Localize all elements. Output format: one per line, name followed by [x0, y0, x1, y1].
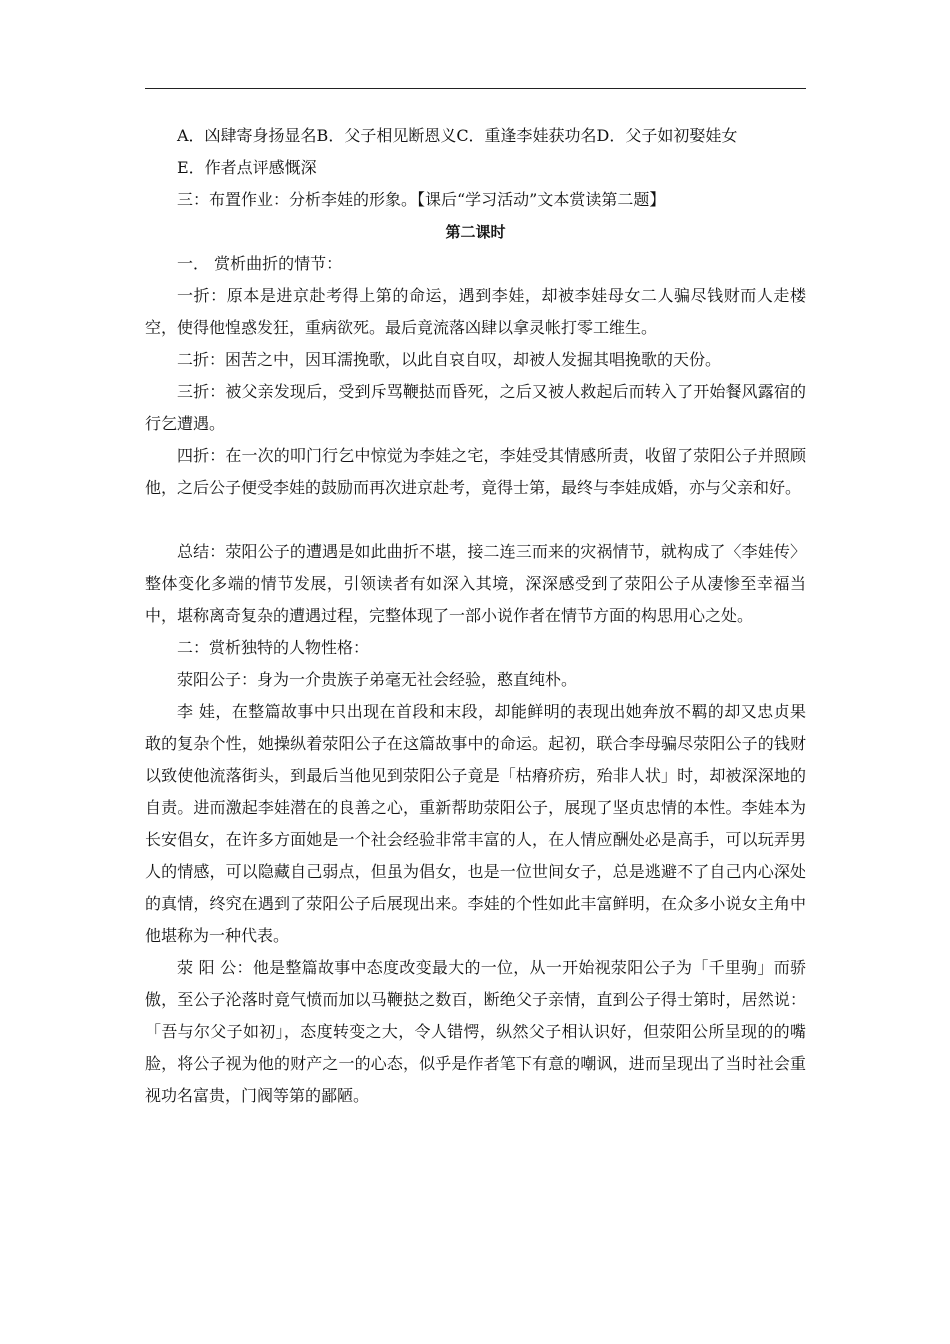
- options-line: A．凶肆寄身扬显名B．父子相见断恩义C．重逢李娃获功名D．父子如初娶娃女: [177, 126, 738, 145]
- heading-characters: 二：赏析独特的人物性格：: [177, 638, 370, 657]
- document-body: [145, 120, 806, 1112]
- plot-summary: 总结：荥阳公子的遭遇是如此曲折不堪，接二连三而来的灾祸情节，就构成了〈李娃传〉整体变化多端的情节发展，引领读者有如深入其境，深深感受到了荥阳公子从凄惨至幸福当中，堪称离奇复杂的遭遇过程，完整体现了一部小说作者在情节方面的构思用心之处。: [145, 542, 806, 625]
- plot-fold-3: 三折：被父亲发现后，受到斥骂鞭挞而昏死，之后又被人救起后而转入了开始餐风露宿的行乞遭遇。: [145, 382, 806, 433]
- character-father: 荥 阳 公：他是整篇故事中态度改变最大的一位，从一开始视荥阳公子为「千里驹」而骄傲，至公子沦落时竟气愤而加以马鞭挞之数百，断绝父子亲情，直到公子得士第时，居然说：「吾与尔父子如初」，态度转变之大，令人错愕，纵然父子相认识好，但荥阳公所呈现的的嘴脸，将公子视为他的财产之一的心态，似乎是作者笔下有意的嘲讽，进而呈现出了当时社会重视功名富贵，门阀等第的鄙陋。: [145, 958, 806, 1105]
- character-young-master: 荥阳公子：身为一介贵族子弟毫无社会经验，憨直纯朴。: [177, 670, 578, 689]
- homework-line: 三：布置作业：分析李娃的形象。【课后“学习活动”文本赏读第二题】: [177, 190, 666, 209]
- blank-line: [145, 504, 806, 536]
- heading-plot: 一． 赏析曲折的情节：: [177, 254, 343, 273]
- option-e: E．作者点评感慨深: [177, 158, 317, 177]
- plot-fold-4: 四折：在一次的叩门行乞中惊觉为李娃之宅，李娃受其情感所责，收留了荥阳公子并照顾他，之后公子便受李娃的鼓励而再次进京赴考，竟得士第，最终与李娃成婚，亦与父亲和好。: [145, 446, 806, 497]
- plot-fold-2: 二折：困苦之中，因耳濡挽歌，以此自哀自叹，却被人发掘其唱挽歌的天份。: [177, 350, 722, 369]
- character-li-wa: 李 娃，在整篇故事中只出现在首段和末段，却能鲜明的表现出她奔放不羁的却又忠贞果敢的复杂个性，她操纵着荥阳公子在这篇故事中的命运。起初，联合李母骗尽荥阳公子的钱财以致使他流落街头，到最后当他见到荥阳公子竟是「枯瘠疥疠，殆非人状」时，却被深深地的自责。进而激起李娃潜在的良善之心，重新帮助荥阳公子，展现了坚贞忠情的本性。李娃本为长安倡女，在许多方面她是一个社会经验非常丰富的人，在人情应酬处必是高手，可以玩弄男人的情感，可以隐藏自己弱点，但虽为倡女，也是一位世间女子，总是逃避不了自己内心深处的真情，终究在遇到了荥阳公子后展现出来。李娃的个性如此丰富鲜明，在众多小说女主角中他堪称为一种代表。: [145, 702, 806, 945]
- plot-fold-1: 一折：原本是进京赴考得上第的命运，遇到李娃，却被李娃母女二人骗尽钱财而人走楼空，使得他惶惑发狂，重病欲死。最后竟流落凶肆以拿灵帐打零工维生。: [145, 286, 806, 337]
- section-title: 第二课时: [445, 223, 506, 241]
- header-rule: [145, 88, 806, 89]
